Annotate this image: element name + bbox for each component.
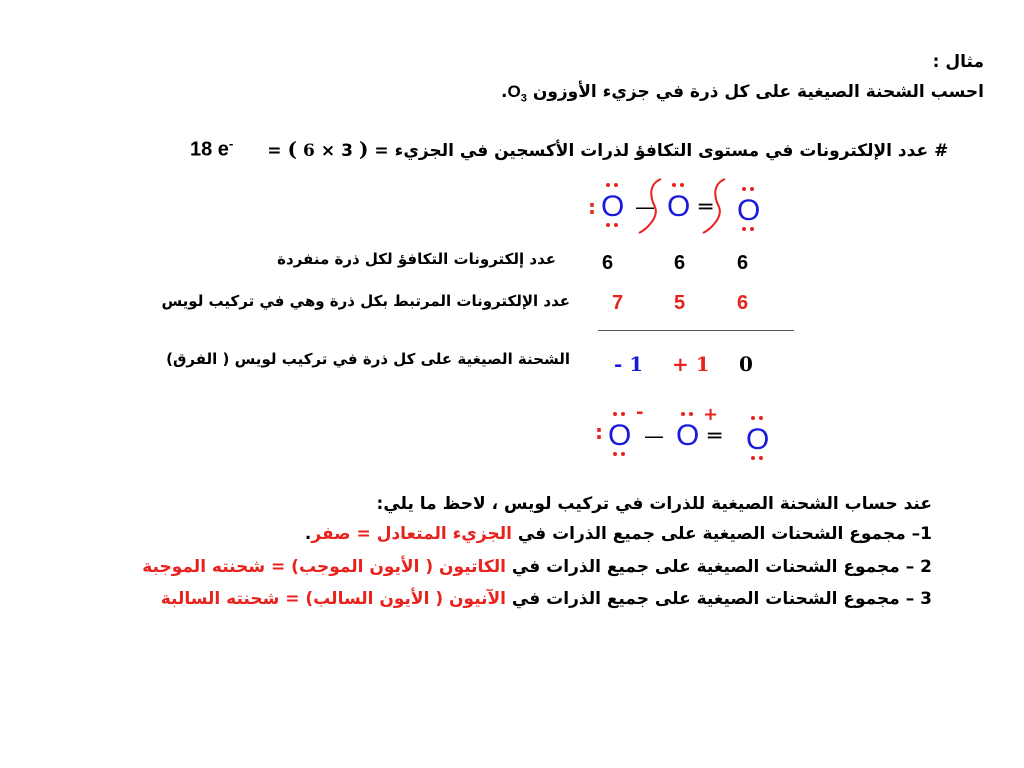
row2-value-middle: 5	[674, 292, 686, 314]
note2-number: 2 –	[905, 557, 932, 577]
lewis-structure-final	[592, 400, 792, 465]
hash-mark: #	[934, 140, 949, 161]
example-heading: مثال :	[932, 52, 984, 72]
single-bond: —	[635, 195, 655, 219]
note2-text: مجموع الشحنات الصيغية على جميع الذرات في	[511, 557, 900, 577]
note-item-3	[161, 589, 932, 609]
single-bond-final: —	[644, 424, 664, 448]
oxygen-atom-2: O	[667, 190, 691, 223]
row3-label: الشحنة الصيغية على كل ذرة في تركيب لويس ( الفرق)	[166, 350, 570, 368]
double-bond-final: ═	[708, 424, 722, 449]
example-question	[501, 82, 984, 104]
lone-pair-colon-final: :	[595, 420, 603, 444]
note-item-2	[142, 557, 932, 577]
note1-number: 1–	[911, 524, 932, 544]
oxygen-atom-final-2: O	[676, 419, 700, 452]
row3-value-left: 1 -	[614, 352, 644, 376]
row3-value-middle: 1 +	[672, 352, 710, 376]
note2-highlight: الكاتيون ( الأيون الموجب) = شحنته الموجبة	[142, 557, 506, 577]
question-period: .	[501, 82, 508, 102]
double-bond: ═	[699, 195, 713, 220]
row3-value-right: 0	[739, 352, 753, 376]
bracket-dividers	[585, 175, 785, 240]
atom-count: 3	[341, 140, 353, 161]
row2-value-right: 6	[737, 292, 749, 314]
formal-charge-left: -	[636, 402, 644, 423]
note3-number: 3 –	[905, 589, 932, 609]
close-paren: )	[358, 136, 369, 161]
note-item-1	[305, 524, 932, 544]
subtraction-line	[598, 330, 794, 331]
equals-sign-1: =	[374, 140, 389, 161]
result-text: 18 e	[190, 138, 229, 161]
valence-total-line	[190, 136, 960, 162]
open-paren: (	[287, 136, 297, 161]
note1-text: مجموع الشحنات الصيغية على جميع الذرات في	[517, 524, 906, 544]
row1-label: عدد إلكترونات التكافؤ لكل ذرة منفردة	[277, 250, 556, 268]
note1-end: .	[304, 524, 312, 544]
lewis-structure-initial	[585, 175, 785, 240]
row1-value-right: 6	[737, 252, 749, 274]
formula-base: O	[507, 82, 521, 101]
ozone-formula	[507, 82, 527, 105]
row2-label: عدد الإلكترونات المرتبط بكل ذرة وهي في تركيب لويس	[161, 292, 570, 310]
oxygen-atom-final-1: O	[608, 419, 632, 452]
oxygen-atom-3: O	[737, 194, 761, 227]
row2-value-left: 7	[612, 292, 624, 314]
row1-value-left: 6	[602, 252, 614, 274]
times-sign: ×	[320, 140, 336, 161]
notes-intro: عند حساب الشحنة الصيغية للذرات في تركيب لويس ، لاحظ ما يلي:	[376, 494, 932, 514]
note1-highlight: الجزيء المتعادل = صفر	[311, 524, 512, 544]
row1-value-middle: 6	[674, 252, 686, 274]
note3-highlight: الآنيون ( الأيون السالب) = شحنته السالبة	[160, 589, 506, 609]
formula-sub: 3	[520, 92, 527, 105]
result-sup: -	[228, 136, 234, 151]
note3-text: مجموع الشحنات الصيغية على جميع الذرات في	[511, 589, 900, 609]
equals-sign-2: =	[267, 140, 282, 161]
question-text: احسب الشحنة الصيغية على كل ذرة في جزيء الأوزون	[532, 82, 984, 102]
valence-result	[190, 136, 233, 162]
valence-label: عدد الإلكترونات في مستوى التكافؤ لذرات الأكسجين في الجزيء	[394, 140, 929, 161]
lone-pair-colon: :	[588, 195, 596, 219]
oxygen-atom-1: O	[601, 190, 625, 223]
formal-charge-middle: +	[703, 404, 719, 425]
oxygen-atom-final-3: O	[746, 423, 770, 456]
per-atom-count: 6	[303, 140, 315, 161]
